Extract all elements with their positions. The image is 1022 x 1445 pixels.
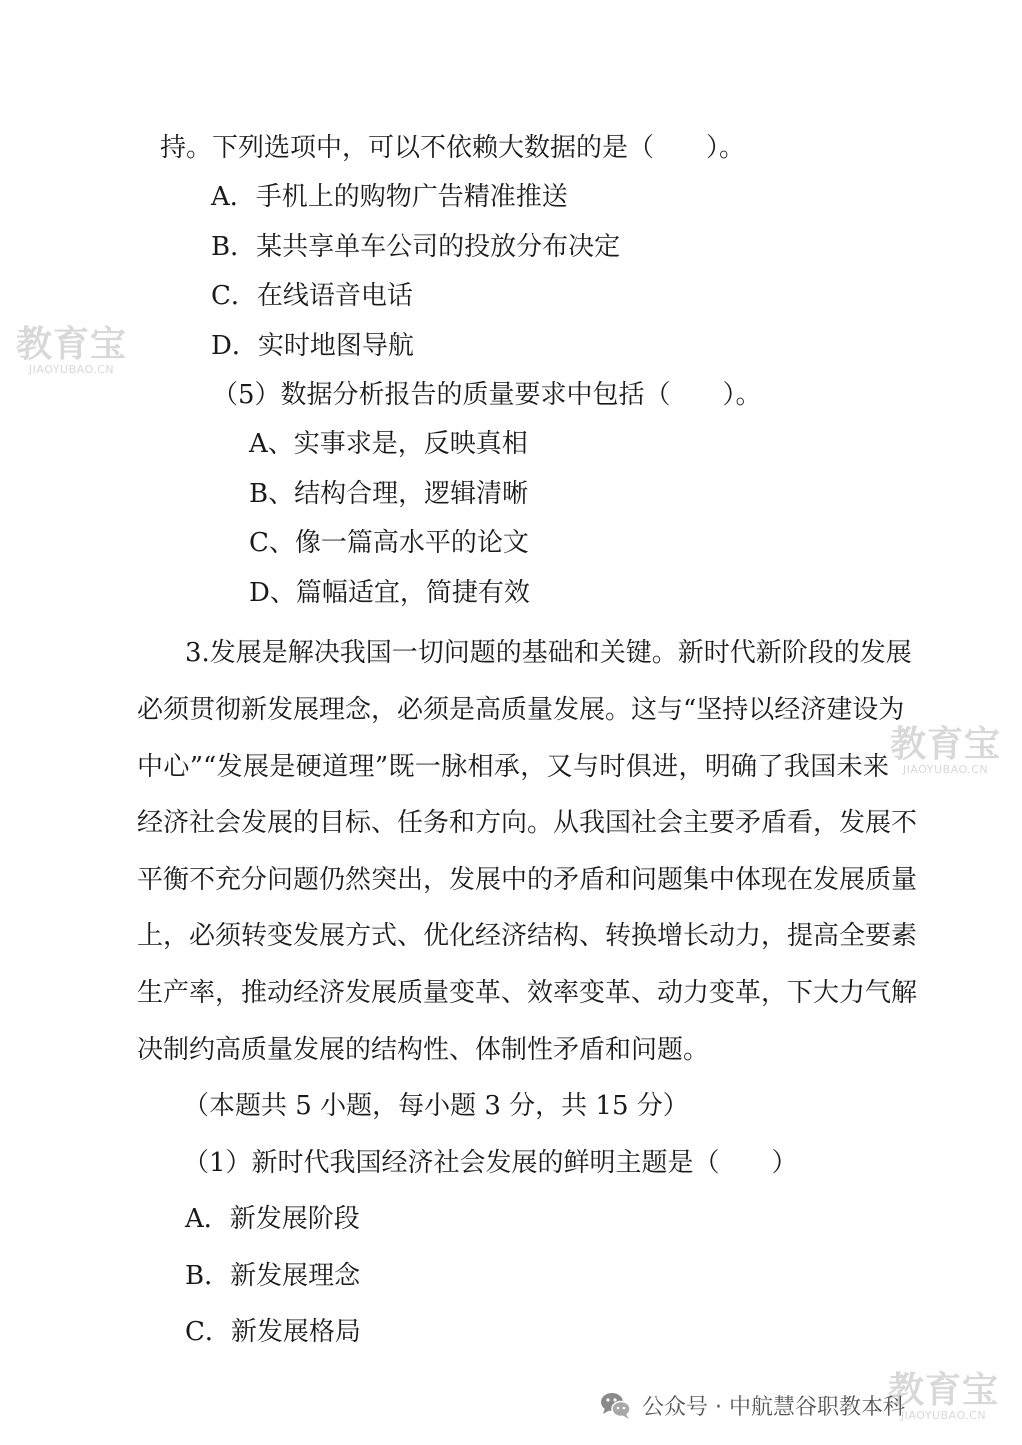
paragraph-line: 经济社会发展的目标、任务和方向。从我国社会主要矛盾看，发展不 bbox=[137, 808, 918, 838]
option-b: B．新发展理念 bbox=[185, 1261, 361, 1291]
option-b: B．某共享单车公司的投放分布决定 bbox=[211, 232, 621, 262]
option-d: D．实时地图导航 bbox=[211, 331, 414, 361]
question-3-1-stem: （1）新时代我国经济社会发展的鲜明主题是（ ） bbox=[183, 1148, 798, 1178]
paragraph-line: 平衡不充分问题仍然突出，发展中的矛盾和问题集中体现在发展质量 bbox=[137, 865, 918, 895]
paragraph-line: 上，必须转变发展方式、优化经济结构、转换增长动力，提高全要素 bbox=[137, 921, 918, 951]
watermark-text: 教育宝 bbox=[888, 1370, 1000, 1411]
watermark-right bbox=[890, 726, 1001, 776]
paragraph-line: 必须贯彻新发展理念，必须是高质量发展。这与“坚持以经济建设为 bbox=[137, 695, 905, 725]
watermark-url: JIAOYUBAO.CN bbox=[28, 363, 115, 376]
option-c: C．在线语音电话 bbox=[211, 281, 413, 311]
watermark-text: 教育宝 bbox=[890, 724, 1002, 765]
footer-text: 公众号 · 中航慧谷职教本科 bbox=[642, 1394, 905, 1420]
footer-source bbox=[598, 1385, 905, 1425]
paragraph-line: 3.发展是解决我国一切问题的基础和关键。新时代新阶段的发展 bbox=[185, 638, 912, 668]
watermark-url: JIAOYUBAO.CN bbox=[900, 1409, 987, 1422]
option-a: A、实事求是，反映真相 bbox=[249, 429, 528, 459]
option-c: C、像一篇高水平的论文 bbox=[249, 528, 529, 558]
question-3-note: （本题共 5 小题，每小题 3 分，共 15 分） bbox=[183, 1091, 689, 1121]
option-d: D、篇幅适宜，简捷有效 bbox=[249, 578, 530, 608]
option-a: A．手机上的购物广告精准推送 bbox=[211, 182, 568, 212]
wechat-icon bbox=[598, 1388, 632, 1422]
option-b: B、结构合理，逻辑清晰 bbox=[249, 479, 529, 509]
question-stem-tail: 持。下列选项中，可以不依赖大数据的是（ ）。 bbox=[160, 133, 746, 163]
option-c: C．新发展格局 bbox=[185, 1317, 361, 1347]
paragraph-line: 中心”“发展是硬道理”既一脉相承，又与时俱进，明确了我国未来 bbox=[137, 752, 889, 782]
question-5-stem: （5）数据分析报告的质量要求中包括（ ）。 bbox=[212, 380, 762, 410]
option-a: A．新发展阶段 bbox=[185, 1204, 360, 1234]
watermark-text: 教育宝 bbox=[16, 324, 128, 365]
watermark-left bbox=[16, 326, 127, 376]
paragraph-line: 生产率，推动经济发展质量变革、效率变革、动力变革，下大力气解 bbox=[137, 978, 918, 1008]
watermark-url: JIAOYUBAO.CN bbox=[902, 763, 989, 776]
paragraph-line: 决制约高质量发展的结构性、体制性矛盾和问题。 bbox=[137, 1035, 710, 1065]
